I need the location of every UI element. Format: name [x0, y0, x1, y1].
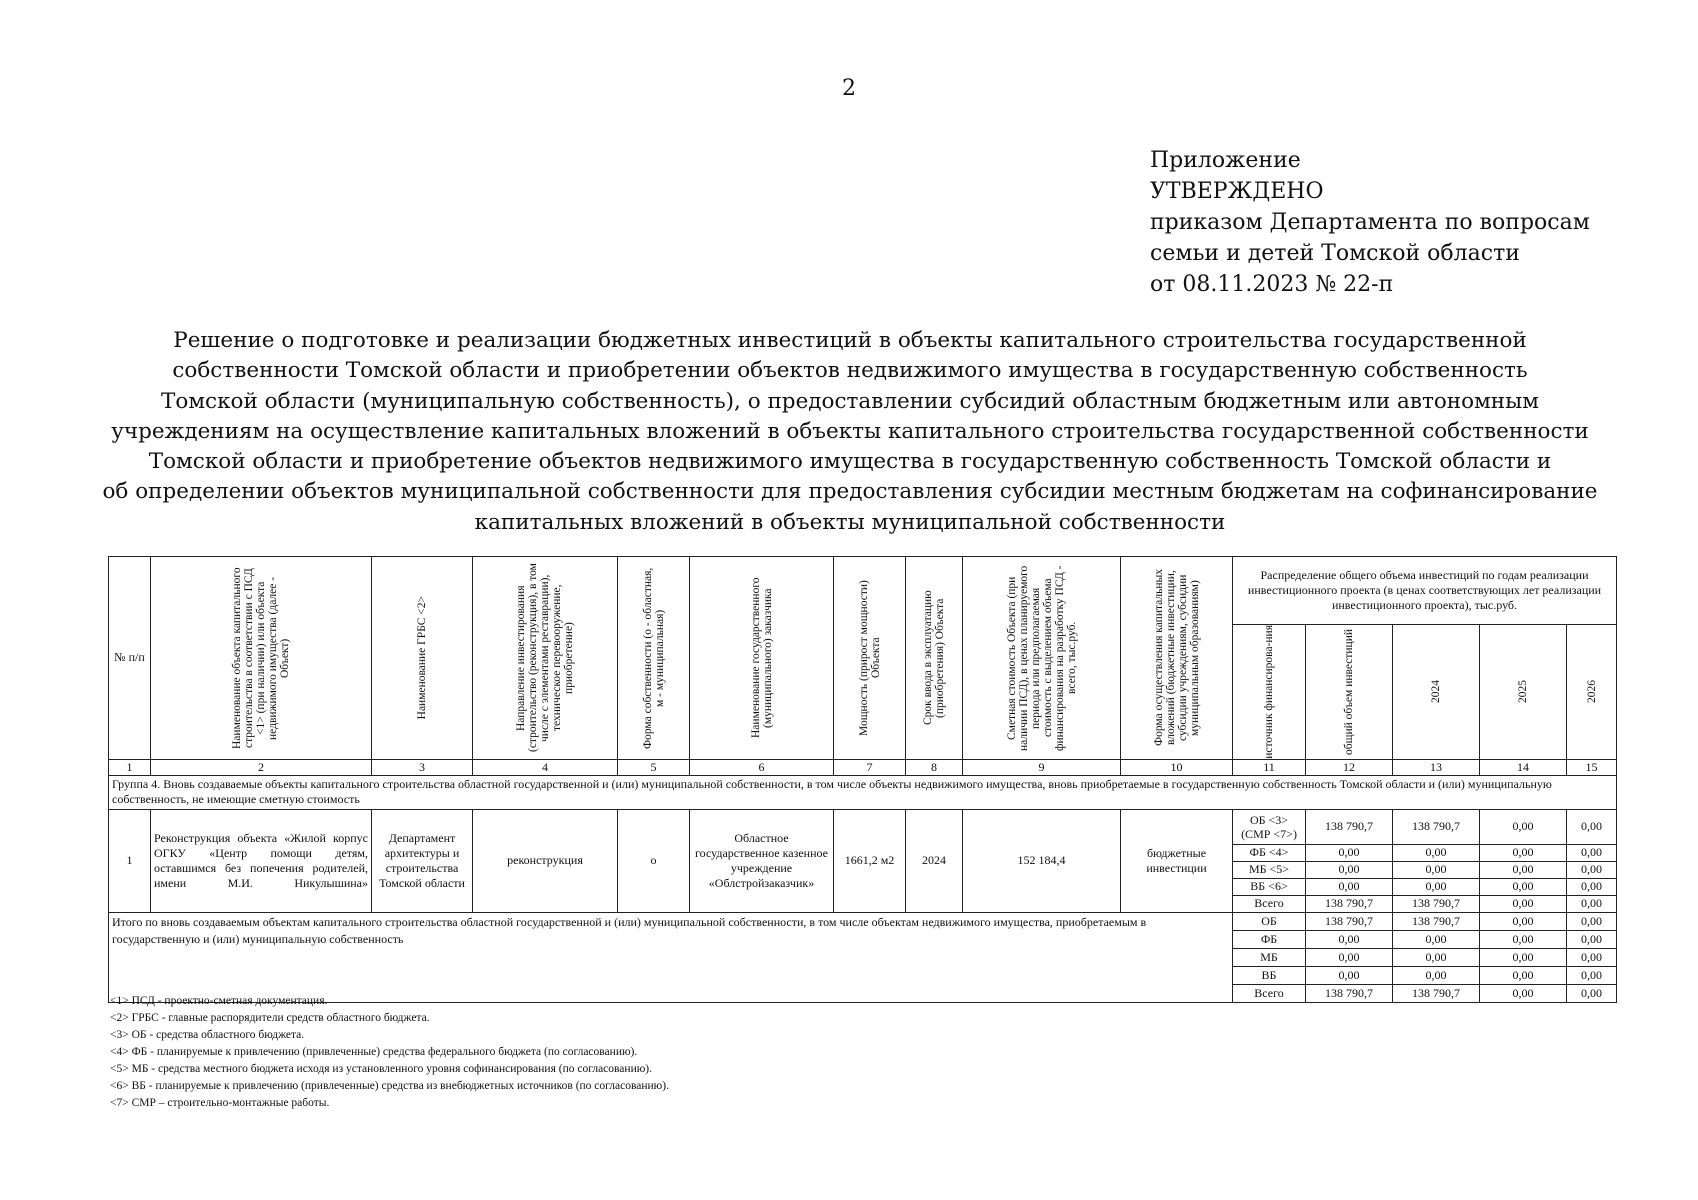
object-ownership: о: [618, 809, 690, 912]
title-line: собственности Томской области и приобретении объектов недвижимого имущества в государственную собственность: [172, 358, 1528, 384]
y2025-cell: 0,00: [1480, 878, 1567, 895]
title-line: Томской области и приобретение объектов недвижимого имущества в государственную собственность Томской области и: [148, 449, 1552, 475]
summary-row: [109, 912, 1617, 930]
header-form: Форма осуществления капитальных вложений (бюджетные инвестиции, субсидии учреждениям, субсидии муниципальным образованиям): [1121, 557, 1233, 760]
column-number: 5: [618, 759, 690, 775]
y2025-cell: 0,00: [1480, 809, 1567, 844]
column-number: 1: [109, 759, 151, 775]
title-line: об определении объектов муниципальной собственности для предоставления субсидии местным бюджетам на софинансирование: [102, 479, 1598, 505]
y2026-cell: 0,00: [1567, 809, 1617, 844]
total-cell: 0,00: [1306, 948, 1393, 966]
y2025-cell: 0,00: [1480, 861, 1567, 878]
y2024-cell: 138 790,7: [1393, 912, 1480, 930]
column-number: 9: [963, 759, 1121, 775]
y2024-cell: 0,00: [1393, 948, 1480, 966]
total-cell: 0,00: [1306, 878, 1393, 895]
footnote: <2> ГРБС - главные распорядители средств областного бюджета.: [110, 1012, 430, 1024]
header-term: Срок ввода в эксплуатацию (приобретения) Объекта: [906, 557, 963, 760]
header-2024: 2024: [1393, 625, 1480, 760]
approval-line: приказом Департамента по вопросам: [1150, 210, 1590, 235]
header-grbs: Наименование ГРБС <2>: [372, 557, 473, 760]
y2025-cell: 0,00: [1480, 984, 1567, 1002]
footnote: <7> СМР – строительно-монтажные работы.: [110, 1097, 330, 1109]
header-source: источник финансирова-ния: [1233, 625, 1306, 760]
summary-label: Итого по вновь создаваемым объектам капитального строительства областной государственной и (или) муниципальной собственности, в том числе объектам недвижимого имущества, приобретаемым в государственную и (или) муниципальную собственность: [109, 912, 1233, 1002]
y2026-cell: 0,00: [1567, 878, 1617, 895]
total-cell: 0,00: [1306, 966, 1393, 984]
header-object-name: Наименование объекта капитального строительства в соответствии с ПСД <1> (при наличии) или объекта недвижимого имущества (далее - Объект): [151, 557, 372, 760]
y2026-cell: 0,00: [1567, 984, 1617, 1002]
y2024-cell: 138 790,7: [1393, 895, 1480, 912]
column-number: 15: [1567, 759, 1617, 775]
title-line: Томской области (муниципальную собственность), о предоставлении субсидий областным бюджетным или автономным: [161, 388, 1539, 414]
investment-table: [108, 556, 1617, 1003]
y2025-cell: 0,00: [1480, 844, 1567, 861]
column-number: 4: [473, 759, 618, 775]
approval-line: Приложение: [1150, 148, 1301, 173]
source-cell: ВБ: [1233, 966, 1306, 984]
header-direction: Направление инвестирования (строительство (реконструкция), в том числе с элементами реставрации), техническое перевооружение, приобретение): [473, 557, 618, 760]
header-customer: Наименование государственного (муниципального) заказчика: [690, 557, 834, 760]
object-form: бюджетные инвестиции: [1121, 809, 1233, 912]
source-cell: ФБ: [1233, 930, 1306, 948]
total-cell: 0,00: [1306, 930, 1393, 948]
object-grbs: Департамент архитектуры и строительства Томской области: [372, 809, 473, 912]
source-cell: ФБ <4>: [1233, 844, 1306, 861]
column-number: 13: [1393, 759, 1480, 775]
header-capacity: Мощность (прирост мощности) Объекта: [834, 557, 906, 760]
title-line: Решение о подготовке и реализации бюджетных инвестиций в объекты капитального строительства государственной: [173, 328, 1527, 353]
y2025-cell: 0,00: [1480, 912, 1567, 930]
y2026-cell: 0,00: [1567, 844, 1617, 861]
header-distribution: Распределение общего объема инвестиций по годам реализации инвестиционного проекта (в ценах соответствующих лет реализации инвестиционного проекта), тыс.руб.: [1233, 557, 1617, 625]
object-cost: 152 184,4: [963, 809, 1121, 912]
column-number: 10: [1121, 759, 1233, 775]
y2026-cell: 0,00: [1567, 948, 1617, 966]
y2024-cell: 138 790,7: [1393, 809, 1480, 844]
header-ownership: Форма собственности (о - областная, м - муниципальная): [618, 557, 690, 760]
column-number: 2: [151, 759, 372, 775]
column-number: 3: [372, 759, 473, 775]
object-name: Реконструкция объекта «Жилой корпус ОГКУ «Центр помощи детям, оставшимся без попечения родителей, имени М.И. Никулышина»: [151, 809, 372, 912]
column-number: 12: [1306, 759, 1393, 775]
y2024-cell: 0,00: [1393, 844, 1480, 861]
object-num: 1: [109, 809, 151, 912]
approval-line: УТВЕРЖДЕНО: [1150, 179, 1324, 204]
object-term: 2024: [906, 809, 963, 912]
header-cost: Сметная стоимость Объекта (при наличии ПСД), в ценах планируемого периода или предполагаемая стоимость с выделением объема финансирования на разработку ПСД - всего, тыс.руб.: [963, 557, 1121, 760]
footnote: <4> ФБ - планируемые к привлечению (привлеченные) средства федерального бюджета (по согласованию).: [110, 1046, 638, 1058]
total-cell: 0,00: [1306, 861, 1393, 878]
source-cell: Всего: [1233, 984, 1306, 1002]
y2024-cell: 0,00: [1393, 930, 1480, 948]
object-direction: реконструкция: [473, 809, 618, 912]
footnote: <3> ОБ - средства областного бюджета.: [110, 1029, 305, 1041]
y2025-cell: 0,00: [1480, 930, 1567, 948]
header-2026: 2026: [1567, 625, 1617, 760]
y2026-cell: 0,00: [1567, 966, 1617, 984]
y2026-cell: 0,00: [1567, 895, 1617, 912]
header-num: № п/п: [109, 557, 151, 760]
approval-date: от 08.11.2023 № 22-п: [1150, 272, 1394, 297]
source-cell: ВБ <6>: [1233, 878, 1306, 895]
total-cell: 138 790,7: [1306, 912, 1393, 930]
group-title: Группа 4. Вновь создаваемые объекты капитального строительства областной государственной и (или) муниципальной собственности, в том числе объекты недвижимого имущества, вновь приобретаемые в государственную собственность Томской области и (или) муниципальную собственность, не имеющие сметную стоимость: [109, 775, 1617, 809]
footnote: <1> ПСД - проектно-сметная документация.: [110, 995, 328, 1007]
source-cell: МБ: [1233, 948, 1306, 966]
column-number: 7: [834, 759, 906, 775]
source-cell: МБ <5>: [1233, 861, 1306, 878]
source-cell: ОБ: [1233, 912, 1306, 930]
object-capacity: 1661,2 м2: [834, 809, 906, 912]
y2024-cell: 0,00: [1393, 861, 1480, 878]
source-cell: Всего: [1233, 895, 1306, 912]
source-cell: ОБ <3> (СМР <7>): [1233, 809, 1306, 844]
column-number-row: [109, 759, 1617, 775]
y2026-cell: 0,00: [1567, 861, 1617, 878]
total-cell: 138 790,7: [1306, 984, 1393, 1002]
header-row: [109, 557, 1617, 625]
group-row: [109, 775, 1617, 809]
header-total: общий объем инвестиций: [1306, 625, 1393, 760]
y2025-cell: 0,00: [1480, 895, 1567, 912]
title-line: учреждениям на осуществление капитальных вложений в объекты капитального строительства государственной собственности: [111, 418, 1589, 444]
footnote: <6> ВБ - планируемые к привлечению (привлеченные) средства из внебюджетных источников (по согласованию).: [110, 1080, 669, 1092]
column-number: 14: [1480, 759, 1567, 775]
column-number: 8: [906, 759, 963, 775]
y2025-cell: 0,00: [1480, 948, 1567, 966]
table-row: [109, 809, 1617, 844]
y2026-cell: 0,00: [1567, 930, 1617, 948]
header-2025: 2025: [1480, 625, 1567, 760]
object-customer: Областное государственное казенное учреждение «Облстройзаказчик»: [690, 809, 834, 912]
title-line: капитальных вложений в объекты муниципальной собственности: [474, 509, 1226, 535]
y2024-cell: 0,00: [1393, 878, 1480, 895]
page-number: 2: [842, 76, 856, 101]
y2024-cell: 0,00: [1393, 966, 1480, 984]
y2024-cell: 138 790,7: [1393, 984, 1480, 1002]
column-number: 11: [1233, 759, 1306, 775]
total-cell: 0,00: [1306, 844, 1393, 861]
approval-line: семьи и детей Томской области: [1150, 241, 1520, 266]
total-cell: 138 790,7: [1306, 809, 1393, 844]
y2025-cell: 0,00: [1480, 966, 1567, 984]
footnote: <5> МБ - средства местного бюджета исходя из установленного уровня софинансирования (по согласованию).: [110, 1063, 653, 1075]
column-number: 6: [690, 759, 834, 775]
total-cell: 138 790,7: [1306, 895, 1393, 912]
footnotes: [110, 993, 669, 1112]
document-title: [90, 326, 1610, 538]
approval-block: [1150, 145, 1590, 300]
y2026-cell: 0,00: [1567, 912, 1617, 930]
